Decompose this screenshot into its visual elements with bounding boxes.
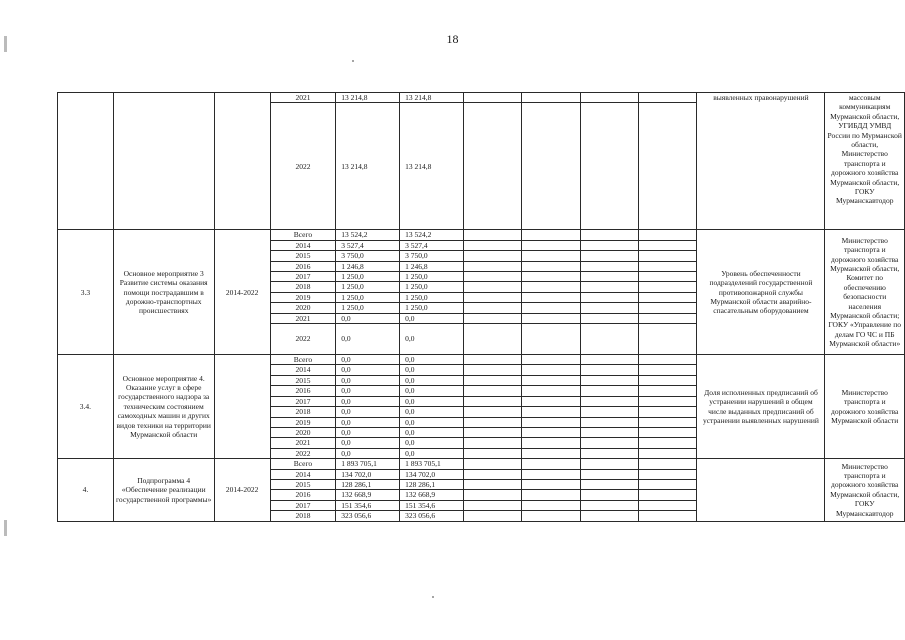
year-cell: Всего: [270, 459, 336, 469]
empty-cell: [639, 272, 697, 282]
fin-cell: 3 527,4: [400, 240, 464, 250]
year-cell: 2017: [270, 500, 336, 510]
empty-cell: [580, 261, 638, 271]
year-cell: 2016: [270, 261, 336, 271]
empty-cell: [580, 396, 638, 406]
indicator-cell: [697, 459, 825, 521]
empty-cell: [580, 303, 638, 313]
empty-cell: [463, 303, 521, 313]
empty-cell: [522, 427, 580, 437]
empty-cell: [639, 427, 697, 437]
fin-cell: 0,0: [400, 324, 464, 355]
empty-cell: [639, 386, 697, 396]
total-cell: 3 527,4: [336, 240, 400, 250]
budget-table: [57, 92, 905, 522]
empty-cell: [639, 417, 697, 427]
fin-cell: 0,0: [400, 355, 464, 365]
empty-cell: [463, 240, 521, 250]
total-cell: 1 893 705,1: [336, 459, 400, 469]
fin-cell: 13 524,2: [400, 230, 464, 240]
empty-cell: [639, 407, 697, 417]
fin-cell: 0,0: [400, 427, 464, 437]
table-row: [58, 459, 905, 469]
empty-cell: [522, 438, 580, 448]
scan-edge-mark: [4, 520, 7, 536]
empty-cell: [580, 93, 638, 103]
empty-cell: [463, 396, 521, 406]
empty-cell: [463, 230, 521, 240]
total-cell: 0,0: [336, 438, 400, 448]
fin-cell: 1 250,0: [400, 272, 464, 282]
empty-cell: [639, 375, 697, 385]
empty-cell: [639, 500, 697, 510]
row-number: 4.: [58, 459, 114, 521]
year-cell: 2014: [270, 365, 336, 375]
total-cell: 0,0: [336, 324, 400, 355]
year-cell: 2021: [270, 313, 336, 323]
empty-cell: [463, 93, 521, 103]
table-row: [58, 230, 905, 240]
empty-cell: [639, 261, 697, 271]
year-cell: 2014: [270, 240, 336, 250]
year-cell: 2020: [270, 427, 336, 437]
empty-cell: [639, 438, 697, 448]
total-cell: 1 250,0: [336, 272, 400, 282]
empty-cell: [522, 490, 580, 500]
total-cell: 1 250,0: [336, 292, 400, 302]
fin-cell: 128 286,1: [400, 479, 464, 489]
empty-cell: [463, 479, 521, 489]
empty-cell: [639, 292, 697, 302]
fin-cell: 3 750,0: [400, 251, 464, 261]
total-cell: 13 214,8: [336, 103, 400, 230]
empty-cell: [580, 500, 638, 510]
empty-cell: [463, 511, 521, 521]
year-cell: 2015: [270, 251, 336, 261]
empty-cell: [639, 511, 697, 521]
total-cell: 151 354,6: [336, 500, 400, 510]
year-cell: 2021: [270, 93, 336, 103]
year-cell: 2015: [270, 479, 336, 489]
empty-cell: [580, 417, 638, 427]
year-cell: 2022: [270, 448, 336, 458]
empty-cell: [639, 396, 697, 406]
empty-cell: [639, 93, 697, 103]
empty-cell: [580, 272, 638, 282]
empty-cell: [522, 324, 580, 355]
fin-cell: 0,0: [400, 417, 464, 427]
total-cell: 0,0: [336, 375, 400, 385]
year-cell: 2017: [270, 396, 336, 406]
total-cell: 0,0: [336, 448, 400, 458]
year-cell: 2020: [270, 303, 336, 313]
total-cell: 128 286,1: [336, 479, 400, 489]
fin-cell: 0,0: [400, 407, 464, 417]
empty-cell: [580, 375, 638, 385]
empty-cell: [639, 282, 697, 292]
period-cell: [214, 355, 270, 459]
row-number: 3.3: [58, 230, 114, 355]
empty-cell: [580, 386, 638, 396]
year-cell: 2018: [270, 407, 336, 417]
executor-cell: массовым коммуникациям Мурманской области, УГИБДД УМВД России по Мурманской области, Министерство транспорта и дорожного хозяйства Мурманской области, ГОКУ Мурманскавтодор: [825, 93, 905, 230]
empty-cell: [580, 448, 638, 458]
year-cell: 2018: [270, 511, 336, 521]
empty-cell: [639, 355, 697, 365]
total-cell: 0,0: [336, 386, 400, 396]
total-cell: 13 214,8: [336, 93, 400, 103]
empty-cell: [639, 490, 697, 500]
activity-name: Основное мероприятие 4. Оказание услуг в сфере государственного надзора за техническим состоянием самоходных машин и других видов техники на территории Мурманской области: [113, 355, 214, 459]
empty-cell: [522, 365, 580, 375]
name-cell: [113, 93, 214, 230]
empty-cell: [463, 292, 521, 302]
year-cell: 2014: [270, 469, 336, 479]
empty-cell: [639, 365, 697, 375]
row-number: 3.4.: [58, 355, 114, 459]
scan-speck: [352, 60, 354, 62]
indicator-cell: Доля исполненных предписаний об устранении нарушений в общем числе выданных предписаний об устранении выявленных нарушений: [697, 355, 825, 459]
fin-cell: 0,0: [400, 448, 464, 458]
fin-cell: 1 250,0: [400, 292, 464, 302]
empty-cell: [639, 240, 697, 250]
total-cell: 1 250,0: [336, 303, 400, 313]
empty-cell: [580, 355, 638, 365]
empty-cell: [580, 313, 638, 323]
empty-cell: [463, 324, 521, 355]
empty-cell: [639, 479, 697, 489]
empty-cell: [580, 427, 638, 437]
empty-cell: [463, 272, 521, 282]
year-cell: Всего: [270, 230, 336, 240]
total-cell: 0,0: [336, 355, 400, 365]
year-cell: 2019: [270, 417, 336, 427]
empty-cell: [463, 469, 521, 479]
fin-cell: 0,0: [400, 375, 464, 385]
empty-cell: [463, 355, 521, 365]
fin-cell: 0,0: [400, 313, 464, 323]
year-cell: 2018: [270, 282, 336, 292]
empty-cell: [522, 282, 580, 292]
total-cell: 0,0: [336, 365, 400, 375]
empty-cell: [639, 324, 697, 355]
empty-cell: [463, 500, 521, 510]
empty-cell: [580, 365, 638, 375]
empty-cell: [639, 448, 697, 458]
period-cell: 2014-2022: [214, 459, 270, 521]
year-cell: Всего: [270, 355, 336, 365]
empty-cell: [522, 459, 580, 469]
executor-cell: Министерство транспорта и дорожного хозяйства Мурманской области: [825, 355, 905, 459]
fin-cell: 1 250,0: [400, 282, 464, 292]
empty-cell: [463, 459, 521, 469]
fin-cell: 151 354,6: [400, 500, 464, 510]
empty-cell: [463, 407, 521, 417]
empty-cell: [639, 303, 697, 313]
empty-cell: [463, 438, 521, 448]
empty-cell: [580, 292, 638, 302]
empty-cell: [463, 103, 521, 230]
total-cell: 0,0: [336, 396, 400, 406]
empty-cell: [639, 230, 697, 240]
total-cell: 0,0: [336, 427, 400, 437]
fin-cell: 0,0: [400, 438, 464, 448]
period-cell: [214, 93, 270, 230]
empty-cell: [522, 251, 580, 261]
total-cell: 134 702,0: [336, 469, 400, 479]
empty-cell: [463, 417, 521, 427]
total-cell: 132 668,9: [336, 490, 400, 500]
fin-cell: 134 702,0: [400, 469, 464, 479]
empty-cell: [580, 230, 638, 240]
year-cell: 2021: [270, 438, 336, 448]
empty-cell: [522, 500, 580, 510]
empty-cell: [522, 292, 580, 302]
empty-cell: [522, 313, 580, 323]
year-cell: 2022: [270, 324, 336, 355]
empty-cell: [522, 469, 580, 479]
executor-cell: Министерство транспорта и дорожного хозяйства Мурманской области, Комитет по обеспечению безопасности населения Мурманской области; ГОКУ «Управление по делам ГО ЧС и ПБ Мурманской области»: [825, 230, 905, 355]
num-cell: [58, 93, 114, 230]
fin-cell: 13 214,8: [400, 93, 464, 103]
scan-speck: [432, 596, 434, 598]
fin-cell: 323 056,6: [400, 511, 464, 521]
empty-cell: [463, 261, 521, 271]
empty-cell: [580, 511, 638, 521]
year-cell: 2015: [270, 375, 336, 385]
empty-cell: [522, 396, 580, 406]
empty-cell: [463, 375, 521, 385]
table-body: [58, 93, 905, 522]
fin-cell: 0,0: [400, 396, 464, 406]
total-cell: 1 250,0: [336, 282, 400, 292]
empty-cell: [580, 479, 638, 489]
empty-cell: [463, 251, 521, 261]
empty-cell: [522, 261, 580, 271]
empty-cell: [522, 479, 580, 489]
empty-cell: [580, 251, 638, 261]
executor-cell: Министерство транспорта и дорожного хозяйства Мурманской области, ГОКУ Мурманскавтодор: [825, 459, 905, 521]
activity-name: Основное мероприятие 3 Развитие системы оказания помощи пострадавшим в дорожно-транспортных происшествиях: [113, 230, 214, 355]
year-cell: 2019: [270, 292, 336, 302]
table-row: [58, 93, 905, 103]
empty-cell: [463, 427, 521, 437]
empty-cell: [463, 313, 521, 323]
year-cell: 2016: [270, 386, 336, 396]
total-cell: 3 750,0: [336, 251, 400, 261]
indicator-cell: Уровень обеспеченности подразделений государственной противопожарной службы Мурманской области аварийно-спасательным оборудованием: [697, 230, 825, 355]
empty-cell: [522, 230, 580, 240]
total-cell: 1 246,8: [336, 261, 400, 271]
empty-cell: [580, 282, 638, 292]
empty-cell: [580, 103, 638, 230]
activity-name: Подпрограмма 4 «Обеспечение реализации государственной программы»: [113, 459, 214, 521]
year-cell: 2017: [270, 272, 336, 282]
empty-cell: [522, 272, 580, 282]
total-cell: 0,0: [336, 407, 400, 417]
year-cell: 2016: [270, 490, 336, 500]
fin-cell: 1 893 705,1: [400, 459, 464, 469]
empty-cell: [580, 490, 638, 500]
fin-cell: 1 250,0: [400, 303, 464, 313]
empty-cell: [522, 407, 580, 417]
empty-cell: [639, 103, 697, 230]
empty-cell: [580, 459, 638, 469]
empty-cell: [522, 386, 580, 396]
empty-cell: [580, 469, 638, 479]
empty-cell: [522, 375, 580, 385]
total-cell: 323 056,6: [336, 511, 400, 521]
fin-cell: 132 668,9: [400, 490, 464, 500]
fin-cell: 0,0: [400, 365, 464, 375]
total-cell: 0,0: [336, 313, 400, 323]
empty-cell: [522, 448, 580, 458]
empty-cell: [463, 386, 521, 396]
empty-cell: [463, 490, 521, 500]
indicator-cell: выявленных правонарушений: [697, 93, 825, 230]
period-cell: 2014-2022: [214, 230, 270, 355]
year-cell: 2022: [270, 103, 336, 230]
empty-cell: [522, 240, 580, 250]
empty-cell: [522, 93, 580, 103]
page-number: 18: [446, 32, 459, 46]
fin-cell: 0,0: [400, 386, 464, 396]
empty-cell: [580, 407, 638, 417]
table-row: [58, 355, 905, 365]
total-cell: 0,0: [336, 417, 400, 427]
empty-cell: [580, 240, 638, 250]
empty-cell: [522, 303, 580, 313]
empty-cell: [522, 355, 580, 365]
total-cell: 13 524,2: [336, 230, 400, 240]
empty-cell: [463, 282, 521, 292]
empty-cell: [463, 448, 521, 458]
empty-cell: [580, 438, 638, 448]
empty-cell: [522, 103, 580, 230]
empty-cell: [580, 324, 638, 355]
empty-cell: [639, 459, 697, 469]
empty-cell: [522, 511, 580, 521]
empty-cell: [639, 469, 697, 479]
empty-cell: [463, 365, 521, 375]
empty-cell: [639, 313, 697, 323]
empty-cell: [639, 251, 697, 261]
fin-cell: 1 246,8: [400, 261, 464, 271]
fin-cell: 13 214,8: [400, 103, 464, 230]
empty-cell: [522, 417, 580, 427]
